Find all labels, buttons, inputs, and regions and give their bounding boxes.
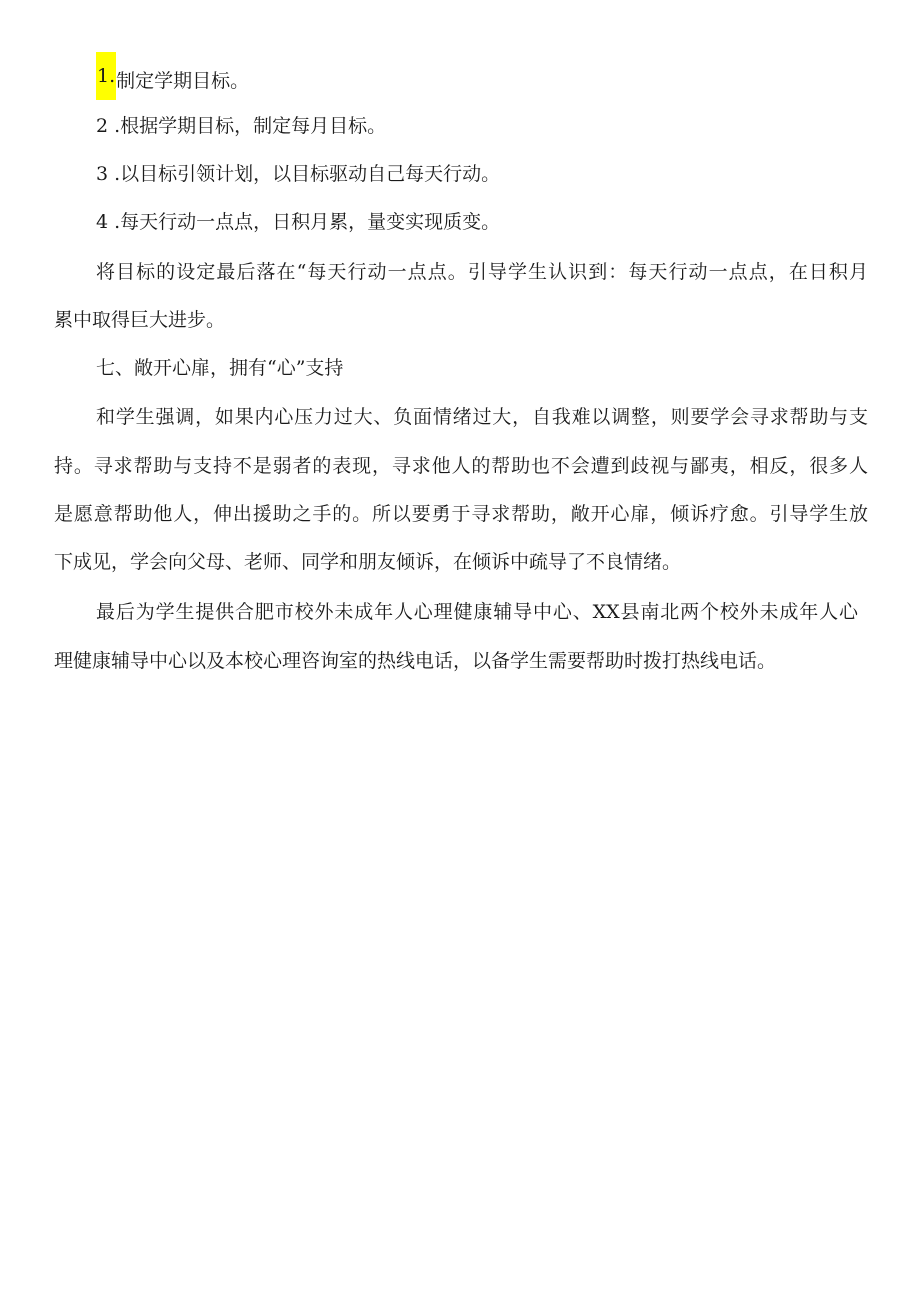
paragraph-line: 持。寻求帮助与支持不是弱者的表现，寻求他人的帮助也不会遭到歧视与鄙夷，相反，很多人 xyxy=(54,455,868,477)
paragraph-line: 累中取得巨大进步。 xyxy=(54,309,226,331)
paragraph-line: 是愿意帮助他人，伸出援助之手的。所以要勇于寻求帮助，敞开心扉，倾诉疗愈。引导学生放 xyxy=(54,503,868,525)
list-item-text: 制定学期目标。 xyxy=(116,70,250,92)
list-item-4 xyxy=(96,210,500,234)
section-heading: 七、敞开心扉，拥有“心”支持 xyxy=(96,357,344,379)
list-item-text: 每天行动一点点，日积月累，量变实现质变。 xyxy=(120,211,501,233)
list-item-1 xyxy=(96,64,249,100)
list-number: 3 . xyxy=(96,163,121,185)
list-item-text: 根据学期目标，制定每月目标。 xyxy=(120,115,387,137)
paragraph-line: 下成见，学会向父母、老师、同学和朋友倾诉，在倾诉中疏导了不良情绪。 xyxy=(54,551,682,573)
list-item-3 xyxy=(96,162,500,186)
paragraph-line: 和学生强调，如果内心压力过大、负面情绪过大，自我难以调整，则要学会寻求帮助与支 xyxy=(96,406,868,428)
list-number: 4 . xyxy=(96,211,121,233)
list-item-text: 以目标引领计划，以目标驱动自己每天行动。 xyxy=(120,163,501,185)
paragraph-line: 理健康辅导中心以及本校心理咨询室的热线电话，以备学生需要帮助时拨打热线电话。 xyxy=(54,650,777,672)
paragraph-line: 将目标的设定最后落在“每天行动一点点。引导学生认识到：每天行动一点点，在日积月 xyxy=(96,261,868,283)
list-number: 2 . xyxy=(96,115,121,137)
paragraph-line: 最后为学生提供合肥市校外未成年人心理健康辅导中心、XX县南北两个校外未成年人心 xyxy=(96,601,858,623)
list-number-highlighted: 1. xyxy=(96,52,116,100)
list-item-2 xyxy=(96,114,386,138)
